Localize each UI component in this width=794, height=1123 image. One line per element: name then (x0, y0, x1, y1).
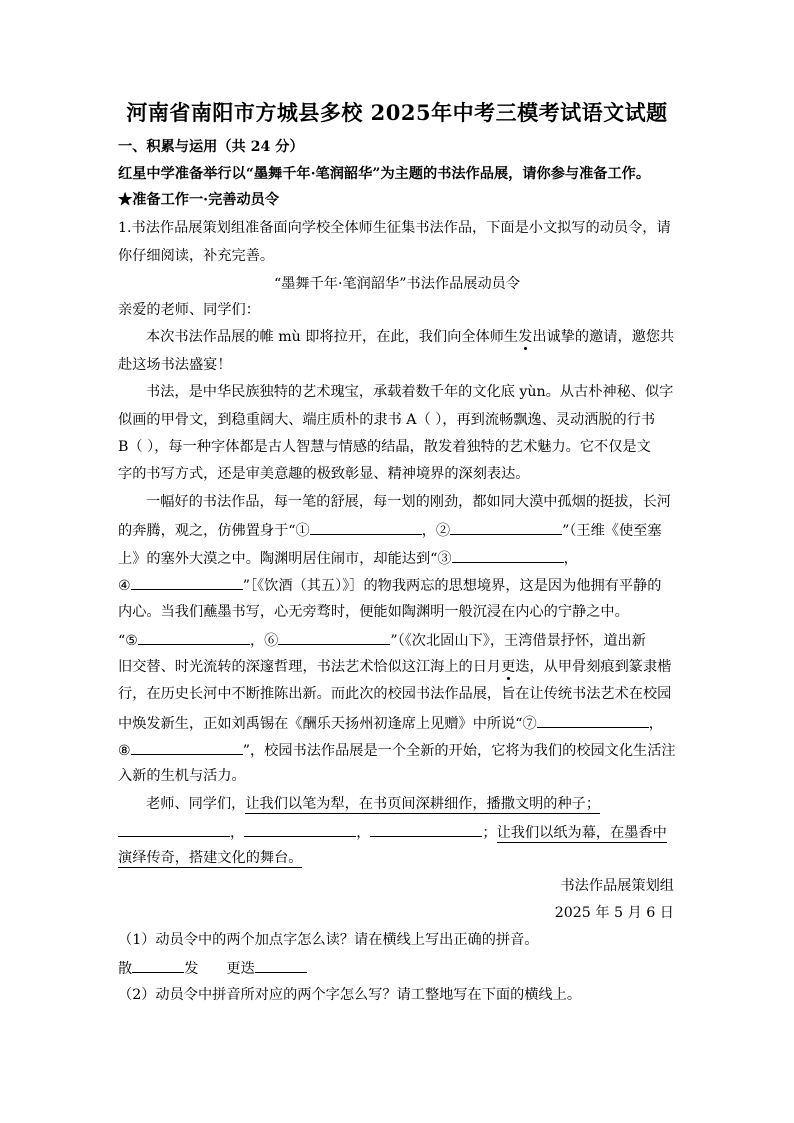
answer-blank-5[interactable] (138, 629, 250, 645)
dotted-char: 发 (518, 329, 533, 345)
section-heading: 一、积累与运用（共 24 分） (118, 139, 304, 155)
paragraph-line: 入新的生机与活力。 (118, 768, 246, 784)
answer-blank-2[interactable] (450, 519, 562, 535)
paragraph-line: 的奔腾，观之，仿佛置身于“① ，② ”（王维《使至塞 (118, 519, 662, 541)
paragraph-line: 字的书写方式，还是审美意趣的极致彰显、精神境界的深刻表达。 (118, 466, 530, 482)
paragraph-line: 上》的塞外大漠之中。陶渊明居住闹市，却能达到“③ ， (118, 547, 578, 569)
answer-blank-7[interactable] (537, 712, 649, 728)
paragraph-line: 中焕发新生，正如刘禹锡在《酬乐天扬州初逢席上见赠》中所说“⑦ ， (118, 712, 663, 734)
paragraph-line: ， ， ；让我们以纸为幕，在墨香中 (118, 821, 667, 843)
letter-heading: “墨舞千年·笔润韶华”书法作品展动员令 (273, 276, 521, 292)
letter-salutation: 亲爱的老师、同学们： (118, 302, 260, 318)
answer-blank-10[interactable] (244, 821, 356, 837)
answer-blank-1[interactable] (310, 519, 422, 535)
answer-blank-4[interactable] (131, 574, 243, 590)
answer-blank-9[interactable] (118, 821, 230, 837)
sub-question-2: （2）动员令中拼音所对应的两个字怎么写？请工整地写在下面的横线上。 (118, 987, 582, 1003)
pinyin-blank-1[interactable] (132, 957, 184, 973)
question-1-line: 1.书法作品展策划组准备面向学校全体师生征集书法作品，下面是小文拟写的动员令，请 (118, 220, 671, 236)
underlined-text: 让我们以笔为犁，在书页间深耕细作，播撒文明的种子； (245, 796, 601, 812)
paragraph-line: ⑧ ”，校园书法作品展是一个全新的开始，它将为我们的校园文化生活注 (118, 739, 676, 761)
underlined-text: 让我们以纸为幕，在墨香中 (496, 825, 667, 841)
answer-blank-3[interactable] (452, 547, 564, 563)
paragraph-line: B（ ），每一种字体都是古人智慧与情感的结晶，散发着独特的艺术魅力。它不仅是文 (118, 439, 651, 455)
paragraph-line: 本次书法作品展的帷 mù 即将拉开，在此，我们向全体师生发出诚挚的邀请，邀您共 (146, 329, 675, 345)
answer-blank-6[interactable] (278, 629, 390, 645)
question-1-line: 你仔细阅读，补充完善。 (118, 248, 275, 264)
paragraph-line (118, 848, 302, 868)
paragraph-line: 行，在历史长河中不断推陈出新。而此次的校园书法作品展，旨在让传统书法艺术在校园 (118, 686, 672, 702)
page-title: 河南省南阳市方城县多校 2025年中考三模考试语文试题 (126, 100, 668, 125)
paragraph-line: 内心。当我们蘸墨书写，心无旁骛时，便能如陶渊明一般沉浸在内心的宁静之中。 (118, 604, 629, 620)
paragraph-line: “⑤ ，⑥ ”（《次北固山下》，王湾借景抒怀，道出新 (118, 629, 646, 651)
underlined-text: 演绎传奇，搭建文化的舞台。 (118, 850, 303, 866)
dotted-char: 更 (501, 659, 516, 675)
paragraph-line: 旧交替、时光流转的深邃哲理，书法艺术恰似这江海上的日月更迭，从甲骨刻痕到篆隶楷 (118, 659, 672, 675)
paragraph-line: 似画的甲骨文，到稳重阔大、端庄质朴的隶书 A（ ），再到流畅飘逸、灵动洒脱的行书 (118, 412, 656, 428)
paragraph-line: 一幅好的书法作品，每一笔的舒展，每一划的刚劲，都如同大漠中孤烟的挺拔，长河 (146, 494, 671, 510)
answer-blank-8[interactable] (131, 739, 243, 755)
section-intro: 红星中学准备举行以“墨舞千年·笔润韶华”为主题的书法作品展，请你参与准备工作。 (118, 166, 651, 182)
pinyin-blank-2[interactable] (255, 957, 307, 973)
letter-signature: 书法作品展策划组 (560, 878, 674, 894)
paragraph-line: 老师、同学们，让我们以笔为犁，在书页间深耕细作，播撒文明的种子； (146, 796, 601, 812)
sub-question-1-answers: 散 发 更迭 (118, 957, 307, 979)
answer-blank-11[interactable] (370, 821, 482, 837)
letter-date: 2025 年 5 月 6 日 (554, 905, 674, 921)
paragraph-line: ④ ”［《饮酒（其五）》］的物我两忘的思想境界，这是因为他拥有平静的 (118, 574, 661, 596)
sub-question-1: （1）动员令中的两个加点字怎么读？请在横线上写出正确的拼音。 (118, 932, 539, 948)
task-heading: ★准备工作一·完善动员令 (118, 192, 280, 208)
paragraph-line: 赴这场书法盛宴！ (118, 357, 232, 373)
paragraph-line: 书法，是中华民族独特的艺术瑰宝，承载着数千年的文化底 yùn。从古朴神秘、似字 (146, 384, 674, 400)
